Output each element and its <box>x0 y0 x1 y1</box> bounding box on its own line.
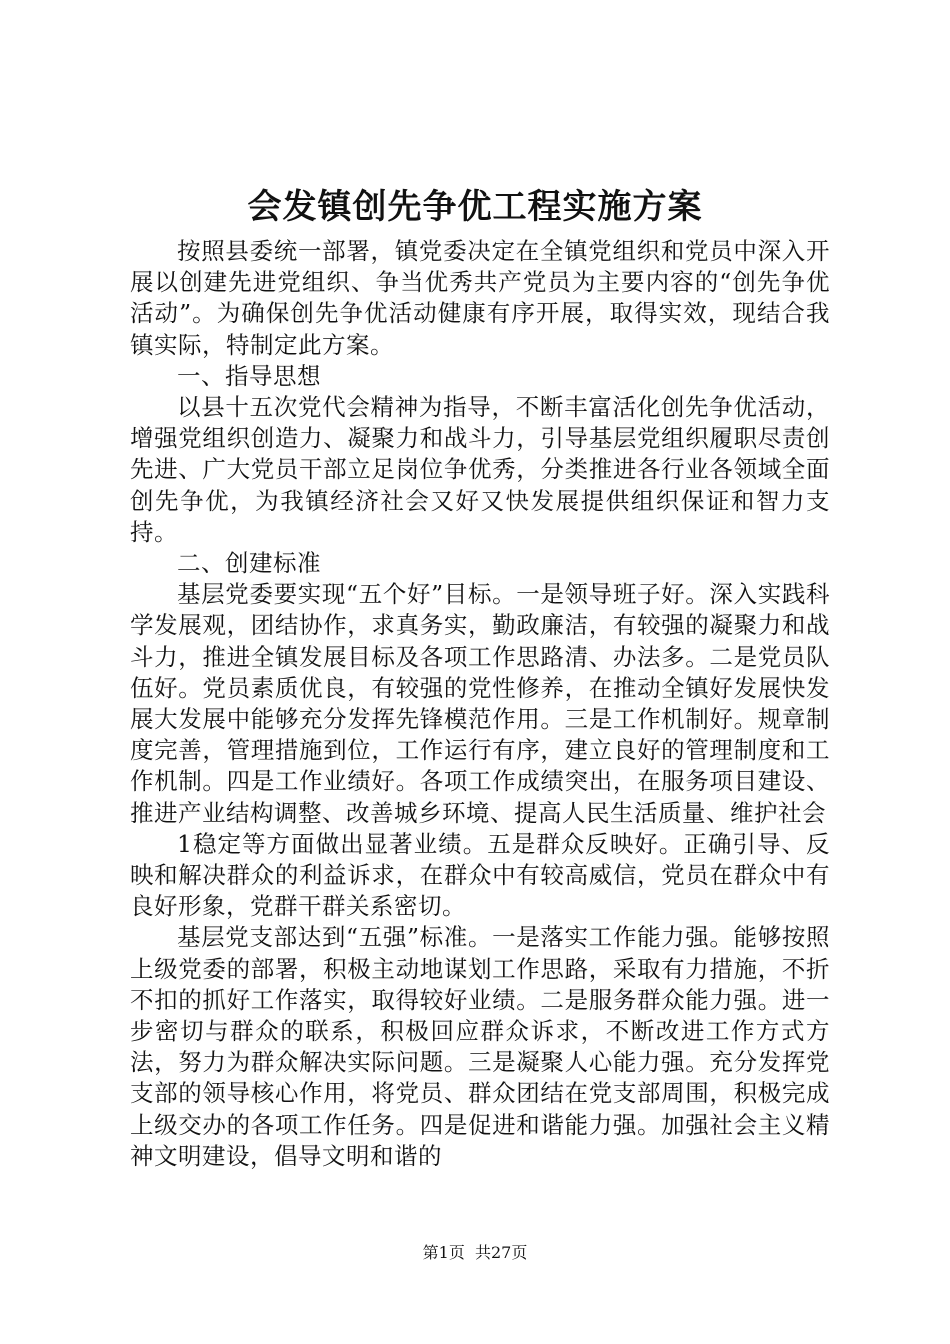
paragraph-five-goods: 基层党委要实现“五个好”目标。一是领导班子好。深入实践科学发展观，团结协作，求真务实，勤政廉洁，有较强的凝聚力和战斗力，推进全镇发展目标及各项工作思路清、办法多。二是党员队伍好。党员素质优良，有较强的党性修养，在推动全镇好发展快发展大发展中能够充分发挥先锋模范作用。三是工作机制好。规章制度完善，管理措施到位，工作运行有序，建立良好的管理制度和工作机制。四是工作业绩好。各项工作成绩突出，在服务项目建设、推进产业结构调整、改善城乡环境、提高人民生活质量、维护社会 <box>130 580 830 827</box>
paragraph-guiding-thought: 以县十五次党代会精神为指导，不断丰富活化创先争优活动，增强党组织创造力、凝聚力和战斗力，引导基层党组织履职尽责创先进、广大党员干部立足岗位争优秀，分类推进各行业各领域全面创先争优，为我镇经济社会又好又快发展提供组织保证和智力支持。 <box>130 393 830 546</box>
section-heading-guiding-thought: 一、指导思想 <box>177 361 321 390</box>
document-title: 会发镇创先争优工程实施方案 <box>247 187 703 227</box>
section-heading-standards: 二、创建标准 <box>177 549 321 578</box>
paragraph-intro: 按照县委统一部署，镇党委决定在全镇党组织和党员中深入开展以创建先进党组织、争当优秀共产党员为主要内容的“创先争优活动”。为确保创先争优活动健康有序开展，取得实效，现结合我镇实际，特制定此方案。 <box>130 237 830 359</box>
document-body <box>130 236 830 1172</box>
paragraph-five-goods-continued: 1稳定等方面做出显著业绩。五是群众反映好。正确引导、反映和解决群众的利益诉求，在群众中有较高威信，党员在群众中有良好形象，党群干群关系密切。 <box>130 829 830 921</box>
page-footer: 第1页 共27页 <box>422 1243 528 1262</box>
paragraph-five-strongs: 基层党支部达到“五强”标准。一是落实工作能力强。能够按照上级党委的部署，积极主动地谋划工作思路，采取有力措施，不折不扣的抓好工作落实，取得较好业绩。二是服务群众能力强。进一步密切与群众的联系，积极回应群众诉求，不断改进工作方式方法，努力为群众解决实际问题。三是凝聚人心能力强。充分发挥党支部的领导核心作用，将党员、群众团结在党支部周围，积极完成上级交办的各项工作任务。四是促进和谐能力强。加强社会主义精神文明建设，倡导文明和谐的 <box>130 923 830 1170</box>
